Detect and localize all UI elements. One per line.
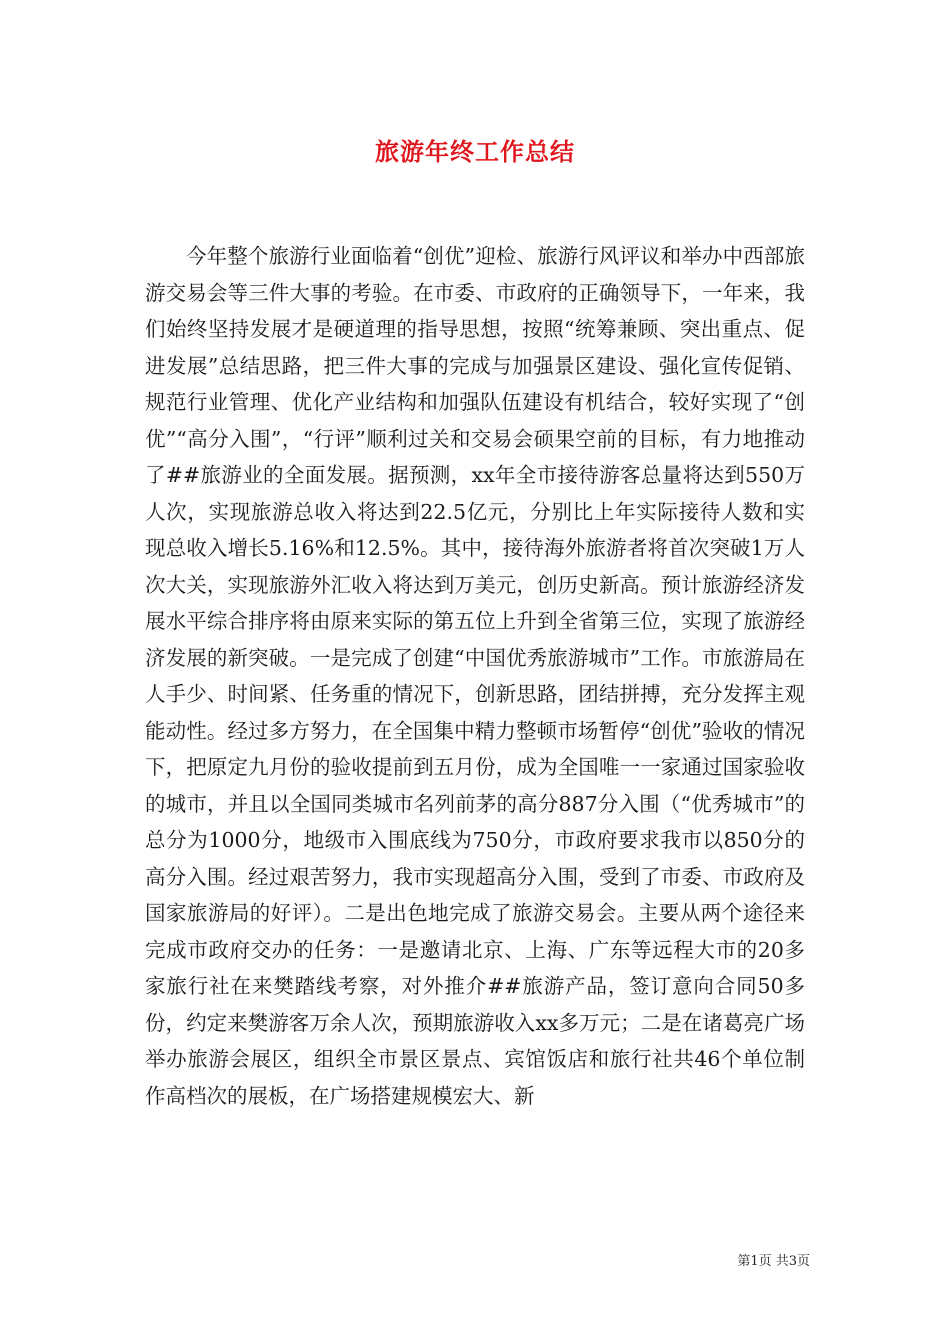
body-paragraph: 今年整个旅游行业面临着“创优”迎检、旅游行风评议和举办中西部旅游交易会等三件大事的考验。在市委、市政府的正确领导下，一年来，我们始终坚持发展才是硬道理的指导思想，按照“统筹兼顾、突出重点、促进发展”总结思路，把三件大事的完成与加强景区建设、强化宣传促销、规范行业管理、优化产业结构和加强队伍建设有机结合，较好实现了“创优”“高分入围”，“行评”顺利过关和交易会硕果空前的目标，有力地推动了##旅游业的全面发展。据预测，xx年全市接待游客总量将达到550万人次，实现旅游总收入将达到22.5亿元，分别比上年实际接待人数和实现总收入增长5.16%和12.5%。其中，接待海外旅游者将首次突破1万人次大关，实现旅游外汇收入将达到万美元，创历史新高。预计旅游经济发展水平综合排序将由原来实际的第五位上升到全省第三位，实现了旅游经济发展的新突破。一是完成了创建“中国优秀旅游城市”工作。市旅游局在人手少、时间紧、任务重的情况下，创新思路，团结拼搏，充分发挥主观能动性。经过多方努力，在全国集中精力整顿市场暂停“创优”验收的情况下，把原定九月份的验收提前到五月份，成为全国唯一一家通过国家验收的城市，并且以全国同类城市名列前茅的高分887分入围（“优秀城市”的总分为1000分，地级市入围底线为750分，市政府要求我市以850分的高分入围。经过艰苦努力，我市实现超高分入围，受到了市委、市政府及国家旅游局的好评）。二是出色地完成了旅游交易会。主要从两个途径来完成市政府交办的任务：一是邀请北京、上海、广东等远程大市的20多家旅行社在来樊踏线考察，对外推介##旅游产品，签订意向合同50多份，约定来樊游客万余人次，预期旅游收入xx多万元；二是在诸葛亮广场举办旅游会展区，组织全市景区景点、宾馆饭店和旅行社共46个单位制作高档次的展板，在广场搭建规模宏大、新 xyxy=(145,244,805,1108)
document-title: 旅游年终工作总结 xyxy=(375,137,575,166)
page-number: 第1页 共3页 xyxy=(737,1254,810,1269)
document-body xyxy=(145,238,805,1114)
